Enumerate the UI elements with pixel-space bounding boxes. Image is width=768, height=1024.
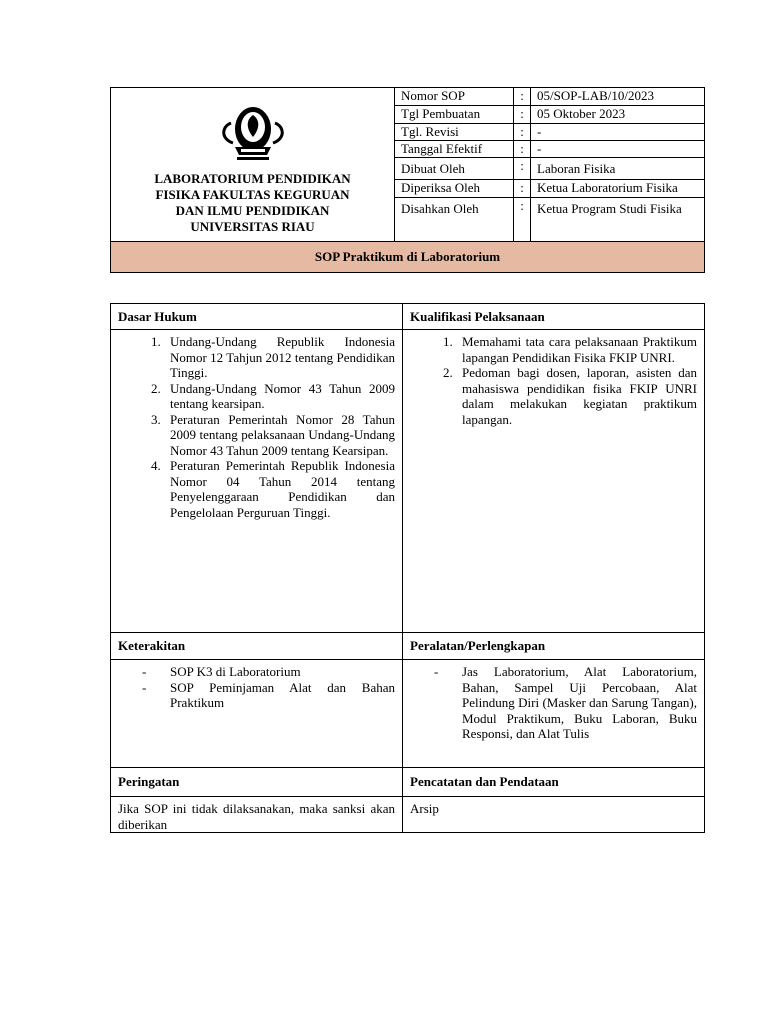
meta-colon: :	[514, 180, 531, 198]
peralatan-list	[410, 664, 697, 742]
list-item: - Jas Laboratorium, Alat Laboratorium, Bahan, Sampel Uji Percobaan, Alat Pelindung Diri (Masker dan Sarung Tangan), Modul Praktikum, Buku Laboran, Buku Responsi, dan Alat Tulis	[456, 664, 697, 742]
meta-colon: :	[514, 124, 531, 141]
section-heading-pencatatan: Pencatatan dan Pendataan	[403, 768, 705, 797]
meta-colon: :	[514, 106, 531, 124]
meta-colon: :	[514, 88, 531, 106]
meta-value: -	[531, 141, 705, 158]
institution-cell	[111, 88, 395, 242]
dasar-hukum-list	[118, 334, 395, 520]
meta-colon: :	[514, 158, 531, 180]
pencatatan-text: Arsip	[403, 797, 705, 833]
institution-line: LABORATORIUM PENDIDIKAN	[154, 170, 351, 186]
peringatan-text: Jika SOP ini tidak dilaksanakan, maka sanksi akan diberikan	[111, 797, 403, 833]
section-heading-kualifikasi: Kualifikasi Pelaksanaan	[403, 304, 705, 330]
list-item: 2. Pedoman bagi dosen, laporan, asisten dan mahasiswa pendidikan fisika FKIP UNRI dalam melakukan kegiatan praktikum lapangan.	[456, 365, 697, 427]
sop-body-table	[110, 303, 705, 833]
institution-line: DAN ILMU PENDIDIKAN	[175, 202, 330, 218]
meta-label: Tgl Pembuatan	[395, 106, 514, 124]
section-heading-dasar-hukum: Dasar Hukum	[111, 304, 403, 330]
meta-label: Tgl. Revisi	[395, 124, 514, 141]
list-item: - SOP K3 di Laboratorium	[164, 664, 395, 680]
dasar-hukum-cell	[111, 330, 403, 633]
section-heading-keterkaitan: Keterakitan	[111, 633, 403, 660]
meta-label: Diperiksa Oleh	[395, 180, 514, 198]
list-item: 3. Peraturan Pemerintah Nomor 28 Tahun 2009 tentang pelaksanaan Undang-Undang Nomor 43 Tahun 2009 tentang Kearsipan.	[164, 412, 395, 459]
section-heading-peralatan: Peralatan/Perlengkapan	[403, 633, 705, 660]
sop-title: SOP Praktikum di Laboratorium	[111, 242, 705, 273]
meta-label: Tanggal Efektif	[395, 141, 514, 158]
section-heading-peringatan: Peringatan	[111, 768, 403, 797]
list-item: 1. Undang-Undang Republik Indonesia Nomor 12 Tahjun 2012 tentang Pendidikan Tinggi.	[164, 334, 395, 381]
peralatan-cell	[403, 660, 705, 768]
list-item: 2. Undang-Undang Nomor 43 Tahun 2009 tentang kearsipan.	[164, 381, 395, 412]
meta-colon: :	[514, 141, 531, 158]
institution-line: UNIVERSITAS RIAU	[190, 218, 315, 234]
institution-line: FISIKA FAKULTAS KEGURUAN	[155, 186, 350, 202]
meta-label: Nomor SOP	[395, 88, 514, 106]
meta-value: Laboran Fisika	[531, 158, 705, 180]
keterkaitan-cell	[111, 660, 403, 768]
university-seal-icon	[213, 101, 293, 163]
meta-colon: :	[514, 198, 531, 242]
meta-value: -	[531, 124, 705, 141]
kualifikasi-list	[410, 334, 697, 427]
sop-header-table	[110, 87, 705, 273]
institution-name	[119, 171, 386, 235]
list-item: - SOP Peminjaman Alat dan Bahan Praktikum	[164, 680, 395, 711]
meta-label: Disahkan Oleh	[395, 198, 514, 242]
meta-value: 05 Oktober 2023	[531, 106, 705, 124]
kualifikasi-cell	[403, 330, 705, 633]
meta-value: Ketua Laboratorium Fisika	[531, 180, 705, 198]
meta-label: Dibuat Oleh	[395, 158, 514, 180]
meta-value: 05/SOP-LAB/10/2023	[531, 88, 705, 106]
list-item: 1. Memahami tata cara pelaksanaan Praktikum lapangan Pendidikan Fisika FKIP UNRI.	[456, 334, 697, 365]
meta-value: Ketua Program Studi Fisika	[531, 198, 705, 242]
list-item: 4. Peraturan Pemerintah Republik Indonesia Nomor 04 Tahun 2014 tentang Penyelenggaraan Pendidikan dan Pengelolaan Perguruan Tinggi.	[164, 458, 395, 520]
keterkaitan-list	[118, 664, 395, 711]
